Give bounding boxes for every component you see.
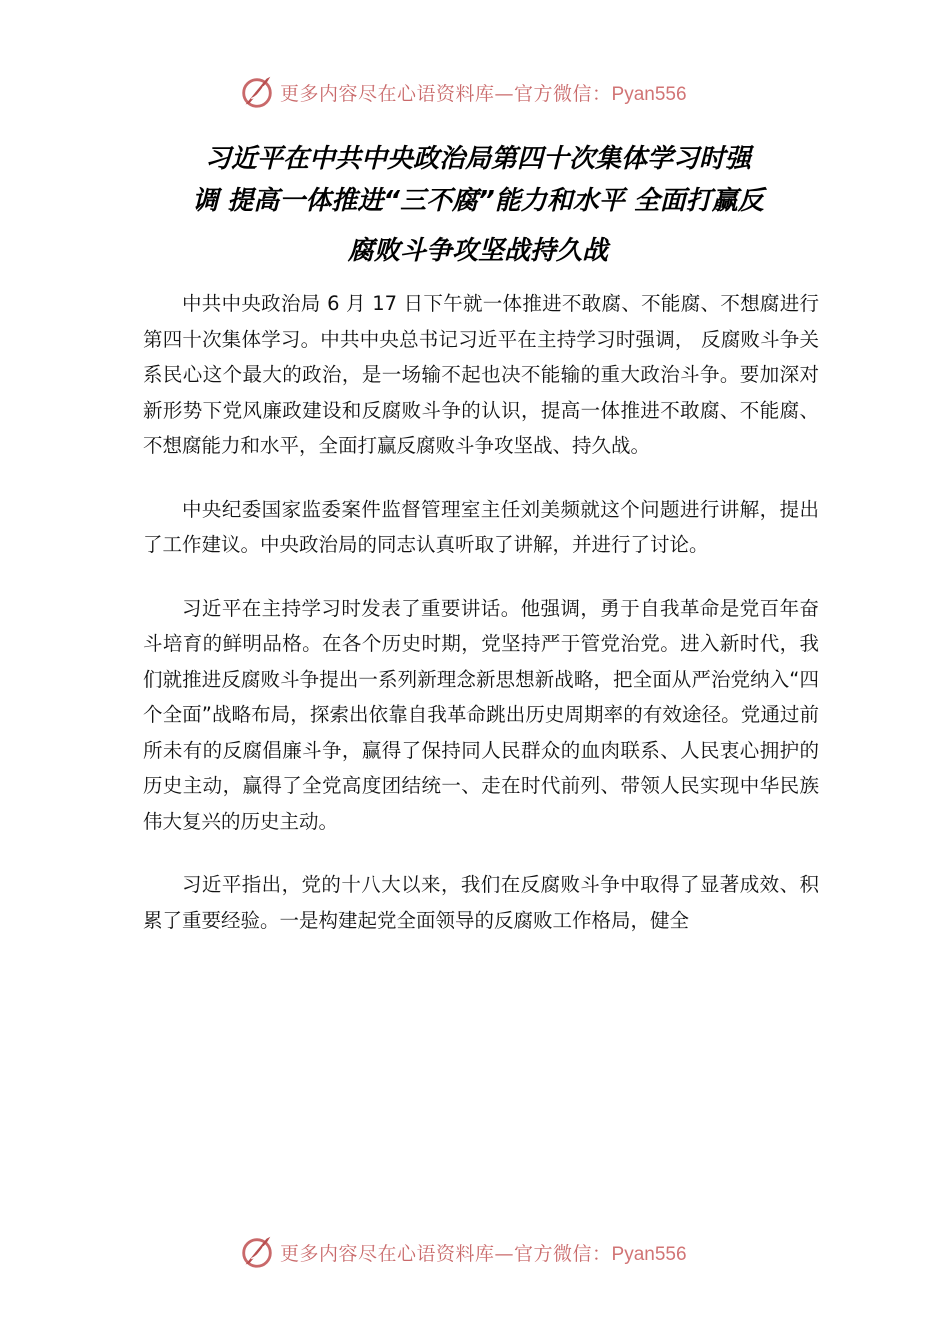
footer-banner-text: 更多内容尽在心语资料库—官方微信：Pyan556 xyxy=(280,1242,687,1265)
title-line: 腐败斗争攻坚战持久战 xyxy=(347,236,608,266)
footer-banner xyxy=(238,1232,758,1272)
page-title xyxy=(140,138,816,272)
quill-circle-logo-icon xyxy=(238,73,276,111)
wechat-id: Pyan556 xyxy=(611,83,687,105)
title-line: 调 提高一体推进“三不腐”能力和水平 全面打赢反 xyxy=(192,186,764,216)
header-banner-text: 更多内容尽在心语资料库—官方微信：Pyan556 xyxy=(280,82,687,105)
article-body xyxy=(143,286,819,966)
wechat-id: Pyan556 xyxy=(611,1243,687,1265)
quill-circle-logo-icon xyxy=(238,1233,276,1271)
paragraph: 中共中央政治局 6 月 17 日下午就一体推进不敢腐、不能腐、不想腐进行第四十次集体学习。中共中央总书记习近平在主持学习时强调， 反腐败斗争关系民心这个最大的政治，是一场输不起也决不能输的重大政治斗争。要加深对新形势下党风廉政建设和反腐败斗争的认识，提高一体推进不敢腐、不能腐、不想腐能力和水平，全面打赢反腐败斗争攻坚战、持久战。 xyxy=(143,292,819,457)
paragraph: 中央纪委国家监委案件监督管理室主任刘美频就这个问题进行讲解，提出了工作建议。中央政治局的同志认真听取了讲解，并进行了讨论。 xyxy=(143,497,819,556)
paragraph: 习近平指出，党的十八大以来，我们在反腐败斗争中取得了显著成效、积累了重要经验。一是构建起党全面领导的反腐败工作格局，健全 xyxy=(143,873,819,932)
header-banner xyxy=(238,72,758,112)
paragraph: 习近平在主持学习时发表了重要讲话。他强调，勇于自我革命是党百年奋斗培育的鲜明品格。在各个历史时期，党坚持严于管党治党。进入新时代，我们就推进反腐败斗争提出一系列新理念新思想新战略，把全面从严治党纳入“四个全面”战略布局，探索出依靠自我革命跳出历史周期率的有效途径。党通过前所未有的反腐倡廉斗争，赢得了保持同人民群众的血肉联系、人民衷心拥护的历史主动，赢得了全党高度团结统一、走在时代前列、带领人民实现中华民族伟大复兴的历史主动。 xyxy=(143,596,819,833)
title-line: 习近平在中共中央政治局第四十次集体学习时强 xyxy=(204,144,751,174)
